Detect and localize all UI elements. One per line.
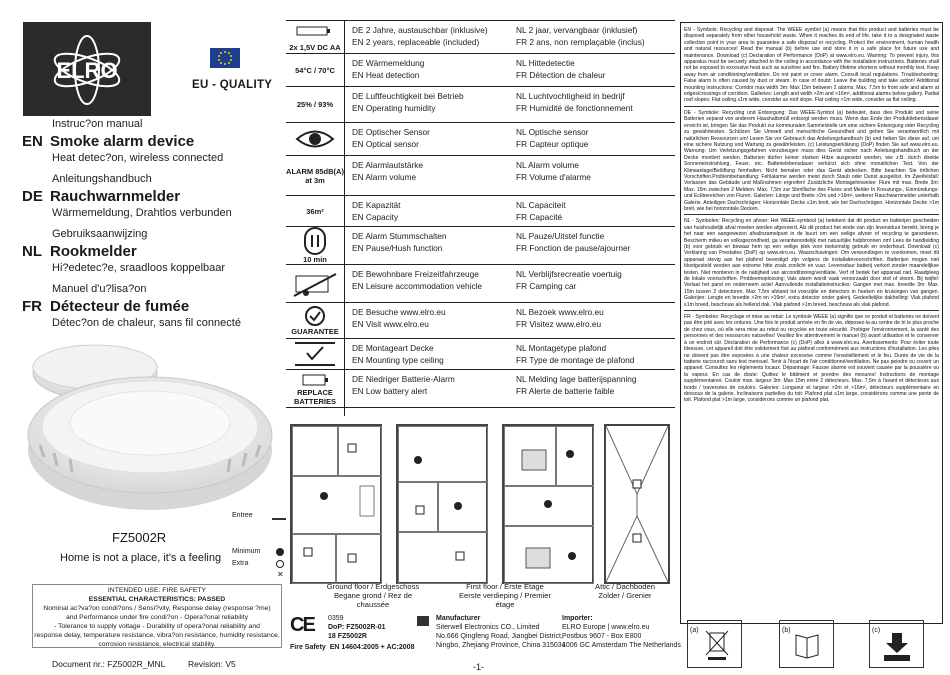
caravan-icon (286, 265, 344, 302)
title-en: EN Smoke alarm device (22, 133, 195, 150)
spec-fr: FR Alerte de batterie faible (516, 386, 615, 396)
spec-icon-label: REPLACE BATTERIES (294, 387, 336, 406)
sub-en: Heat detec?on, wireless connected (52, 152, 224, 164)
spec-fr: FR Fonction de pause/ajourner (516, 243, 631, 253)
plan-legend (232, 512, 292, 582)
legend-entree: Entree (232, 512, 253, 519)
spec-en: EN Low battery alert (352, 386, 428, 396)
intended-use-box (32, 584, 282, 648)
battery-icon (286, 21, 344, 53)
spec-de: DE Besuche www.elro.eu (352, 307, 446, 317)
spec-nl: NL Bezoek www.elro.eu (516, 307, 604, 317)
model-number: FZ5002R (112, 530, 167, 545)
spec-de-en (352, 230, 512, 254)
legend-minimum: Minimum (232, 548, 261, 555)
spec-en: EN Visit www.elro.eu (352, 319, 429, 329)
eu-flag-icon (210, 48, 240, 68)
pause-icon (286, 227, 344, 264)
spec-nl: NL Capaciteit (516, 200, 566, 210)
capacity-icon (286, 196, 344, 226)
spec-nl-fr (516, 306, 674, 330)
spec-nl-fr (516, 24, 674, 48)
sub-fr: Détec?on de chaleur, sans fil connecté (52, 317, 241, 329)
spec-de: DE Niedriger Batterie-Alarm (352, 374, 455, 384)
spec-en: EN Heat detection (352, 70, 420, 80)
spec-row (286, 339, 675, 370)
spec-de-en (352, 373, 512, 397)
guarantee-icon (286, 303, 344, 338)
logo-text: ELRO (56, 58, 118, 83)
spec-de-en (352, 126, 512, 150)
ground-floor-plan (290, 424, 382, 584)
spec-en: EN Leisure accommodation vehicle (352, 281, 483, 291)
ground-floor-plan-2 (396, 424, 488, 584)
caption-ground: Ground floor / Erdgeschoss Begane grond / Rez de chaussée (326, 582, 420, 609)
tagline: Home is not a place, it's a feeling (60, 552, 222, 564)
text-nl: NL - Symbolen: Recycling en afvoer: Het WEEE-symbool (a) betekent dat dit product en batterijen gescheiden van huishoudelijk afval moeten worden afgevoerd. Als dit product het einde van zijn levensduur bereikt, breng je het naar een aangewezen afvalinzamelpunt in de buurt om een veilige afvoer of recycling te garanderen. Bescherm milieu en volksgezondheid, ga verantwoordelijk met natuurlijke hulpbronnen om! Lees de handleiding (b) voor gebruik en bewaar hem op een veilige plek voor toekomstig gebruik en onderhoud. Download (c) Verklaring van Prestaties (DoP) op www.elro.eu. Waarschuwingen: Om verwondingen te voorkomen, moet dit apparaat stevig aan het plafond bevestigd zijn volgens de installatievoorschriften. Batterijen mogen niet blootgesteld worden aan extreme hitte zoals zonlicht en vuur. Levensduur batterij verkort zonder maandelijkse testen. Niet monteren in de nabijheid van airconditioning/ventilatie. Verf of bedek het apparaat niet. Raadpleeg de lokale voorschriften. Probleemoplossing: Vals alarm wordt vaak veroorzaakt door stof of stoom. Bij twijfel: Verlaat het pand en onderneem actie! Aanvullende installatieinstructies: Gangen met max. breedte 3m: Max. 15m tussen 2 detectoren. Max 7,5m afstand tot voorzijde en detectors in hoeken en kruisingen van gangen. Galerijen: Lengte en breedte >2m en >16m², extra detector onder galerij. Gedeeltelijke dakhelling: Vlak plafond ≤1m breed, beschouw als hellend dak. Vlak plafond >1m breed, beschouw als vlak plafond. (684, 218, 939, 308)
intended-line-5: - Tolerance to supply voltage - Durability of opera?onal reliability and (54, 623, 260, 630)
spec-row (286, 196, 675, 227)
spec-nl: NL Montagetype plafond (516, 343, 607, 353)
spec-row (286, 156, 675, 196)
spec-row (286, 87, 675, 123)
eu-quality-label: EU - QUALITY (192, 79, 273, 91)
spec-de: DE Alarm Stummschalten (352, 231, 447, 241)
manual-book-icon: (b) (779, 620, 834, 668)
spec-de-en (352, 57, 512, 81)
arrow-icon (272, 514, 286, 520)
fire-safety: Fire Safety EN 14604:2005 + AC:2008 (290, 644, 415, 651)
spec-en: EN Optical sensor (352, 139, 419, 149)
spec-en: EN Pause/Hush function (352, 243, 443, 253)
title-de: DE Rauchwarnmelder (22, 188, 181, 205)
text-de: DE - Symbole: Recycling und Entsorgung: Das WEEE-Symbol (a) bedeutet, dass dies Produkt und seine Batterien separat von anderem Haushaltsmüll entsorgt werden muss. Wenn das Ende der Produktlebensdauer erreicht ist, bringen Sie das Produkt zur kommunalen Sammelstelle um eine sichere Entsorgung oder Recycling zu gewährleisten. Schützen Sie Umwelt und menschliche Gesundheit und gehen Sie verantwortlich mit natürlichen Ressourcen um! Lesen Sie vor Gebrauch das Anleitungshandbuch (b) und heben Sie diese auf, um eine sichere Nutzung und Wartung zu gewährleisten. (c) Leistungserklärung (DoP) finden Sie auf www.elro.eu. Warnung: Um Verletzungsgefahren vorzubeugen muss dies Gerät sicher nach Anleitungshandbuch an der Decke montiert werden. Batterien dürfen keiner starken Hitze ausgesetzt werden, wie z.B. durch direkte Sonneneinstrahlung, Feuer, etc. Batterielebensdauer verkürzt sich ohne monatlichen Test. Von der Klimaanlage/Belüftung fernhalten. Nicht bemalen oder das Gerät abdecken. Bitte beachten Sie örtlichen Vorschriften.Problembehandlung: Fehlalarme werden meist durch Staub oder Dunst ausgelöst. Im Zweifelsfall: Verlassen das Gebäude und Maßnahmen ergreifen! Zusätzliche Montagehinweise: Flure mit max. Breite 3m: Max. 15m zwischen 2 Meldern. Max. 7,5m zur Stirnfläche des Flures und Melder In Kreuzungs-, Einmündungs- und Eckbereichen von Fluren. Galerien: Länge und Breite >2m und >16m², weiterer Rauchwarnmelder unterhalb Galerie. Anteiligen Dachschrägen: Horizontale Decke ≤1m breit, wie bei Dachschrägen. Horizontale Decke >1m breit, wie bei horizontale Decken. (684, 109, 939, 212)
page-number: -1- (473, 662, 484, 672)
minimum-dot-icon (276, 548, 284, 556)
intended-line-2: ESSENTIAL CHARACTERISTICS: PASSED (88, 596, 226, 603)
spec-nl-fr (516, 126, 674, 150)
spec-nl-fr (516, 373, 674, 397)
spec-row (286, 370, 675, 408)
download-icon: (c) (869, 620, 924, 668)
replace-battery-icon (286, 370, 344, 407)
spec-icon-label: GUARANTEE (291, 327, 339, 336)
spec-fr: FR Détection de chaleur (516, 70, 606, 80)
spec-fr: FR Type de montage de plafond (516, 355, 635, 365)
cross-icon: ✕ (277, 570, 284, 579)
spec-row (286, 54, 675, 87)
spec-icon-label: 10 min (303, 255, 327, 264)
spec-de-en (352, 342, 512, 366)
ce-info: 0359 DoP: FZ5002R-01 18 FZ5002R (328, 615, 386, 640)
text-fr: FR - Symboles: Recyclage et mise au rebut: Le symbole WEEE (a) signifie que ce produit et batteries ne doivent pas être jeté avec les ordures. Une fois le produit arrivée en fin de vie, déposez-la au centre de tri le plus proche de chez vous, où elle sera mise au rebut ou recyclée en toute sécurité. Protéger l'environnement, la santé des personnes et des ressources naturelles! Veuillez lire attentivement le manuel (b) avant utilisation et le conserver à un endroit sûr. Déclaration de Performance (c) (DoP) allez à www.elro.eu. Avertissements: Pour éviter toute blessure, cet appareil doit être solidement fixé au plafond conformément aux instructions d'installation. Les piles ne doivent pas être exposées à une chaleur excessive comme l'ensoleillement et le feu. Durée de vie de la batterie raccourcit sans test mensuel. Tenir à l'écart de l'air conditionné/ventilation. Ne pas peindre ou couvrir un appareil. Consultez les règlements locaux. Dépannage: Fausse alarme est souvent causée par la poussière ou la vapeur. En cas de doute: Quittez le bâtiment et prendre des mesures! Instructions de montage supplémentaires: Couloir max. largeur 3m: Max 15m entre 2 détecteurs. Max. 7,5m à l'avant et détecteurs aux bords / traversées de couloirs. Galeries: Longueur et largeur >2m et >16m², détecteurs supplémentaire en dessous de la galerie. Inclinaisons partielles du toit: Plafond plat ≤1m large, considérons comme une pente de toit. Plafond plat >1m large, considérons comme un plafond plat. (684, 314, 939, 404)
spec-de-en (352, 306, 512, 330)
spec-nl-fr (516, 159, 674, 183)
title-fr: FR Détecteur de fumée (22, 298, 190, 315)
elro-logo (23, 22, 151, 116)
spec-en: EN Operating humidity (352, 103, 436, 113)
ce-mark-icon: CE (290, 614, 314, 636)
spec-row (286, 227, 675, 265)
sub-nl: Hi?edetec?e, sraadloos koppelbaar (52, 262, 226, 274)
spec-de: DE Optischer Sensor (352, 127, 430, 137)
spec-icon-label: 54°C / 70°C (295, 65, 335, 75)
spec-de: DE Alarmlautstärke (352, 160, 424, 170)
spec-nl: NL Optische sensor (516, 127, 589, 137)
spec-icon-label: ALARM 85dB(A) at 3m (286, 166, 344, 185)
floor-plans (286, 420, 675, 603)
legend-extra: Extra (232, 560, 249, 567)
spec-de-en (352, 90, 512, 114)
spec-nl: NL Luchtvochtigheid in bedrijf (516, 91, 625, 101)
spec-row (286, 21, 675, 54)
spec-fr: FR 2 ans, non remplaçable (inclus) (516, 37, 645, 47)
spec-fr: FR Humidité de fonctionnement (516, 103, 633, 113)
spec-de: DE Kapazität (352, 200, 401, 210)
spec-de: DE 2 Jahre, austauschbar (inklusive) (352, 25, 488, 35)
spec-icon-label: 36m² (306, 206, 324, 216)
spec-de-en (352, 159, 512, 183)
spec-nl-fr (516, 342, 674, 366)
kicker-fr: Manuel d'u?lisa?on (52, 283, 147, 295)
spec-fr: FR Capacité (516, 212, 563, 222)
spec-nl-fr (516, 230, 674, 254)
spec-nl-fr (516, 268, 674, 292)
intended-line-4: and Performance under fire condi?on - Opera?onal reliability (65, 614, 249, 621)
kicker-nl: Gebruiksaanwijzing (52, 228, 148, 240)
spec-fr: FR Camping car (516, 281, 577, 291)
caption-first: First floor / Erste Etage Eerste verdieping / Premier étage (458, 582, 551, 609)
spec-table (286, 20, 675, 415)
spec-nl-fr (516, 90, 674, 114)
temperature-icon (286, 54, 344, 86)
spec-en: EN Alarm volume (352, 172, 417, 182)
sub-de: Wärmemeldung, Drahtlos verbunden (52, 207, 232, 219)
spec-de: DE Bewohnbare Freizeitfahrzeuge (352, 269, 479, 279)
kicker-de: Anleitungshandbuch (52, 173, 152, 185)
manufacturer-block: Manufacturer Siterwell Electronics CO., Limited No.666 Qingfeng Road, Jiangbei District, Ningbo, Zhejiang Province, China 315034 (436, 615, 566, 649)
spec-fr: FR Volume d'alarme (516, 172, 591, 182)
extra-circle-icon (276, 560, 284, 568)
spec-fr: FR Capteur optique (516, 139, 589, 149)
intended-line-1: INTENDED USE: FIRE SAFETY (107, 587, 207, 594)
spec-de-en (352, 199, 512, 223)
revision: Revision: V5 (188, 659, 236, 669)
intended-line-6: response delay, temperature resistance, vibra?on resistance, humidity resistance, (34, 632, 280, 639)
spec-row (286, 123, 675, 156)
spec-de-en (352, 24, 512, 48)
spec-icon-label: 2x 1,5V DC AA (289, 42, 341, 52)
spec-nl: NL Melding lage batterijspanning (516, 374, 637, 384)
spec-fr: FR Visitez www.elro.eu (516, 319, 602, 329)
spec-nl-fr (516, 57, 674, 81)
intended-line-3: Nominal ac?va?on condi?ons / Sensi?vity, Response delay (response ?me) (43, 605, 271, 612)
document-number: Document nr.: FZ5002R_MNL (52, 659, 166, 669)
spec-nl: NL Hittedetectie (516, 58, 575, 68)
spec-row (286, 265, 675, 303)
smoke-alarm-image (20, 335, 280, 535)
ceiling-icon (286, 339, 344, 369)
first-floor-plan (502, 424, 594, 584)
spec-en: EN Capacity (352, 212, 399, 222)
attic-plan (604, 424, 670, 584)
kicker-en: Instruc?on manual (52, 118, 143, 130)
spec-de: DE Montageart Decke (352, 343, 434, 353)
spec-nl-fr (516, 199, 674, 223)
factory-icon (417, 616, 429, 626)
spec-de-en (352, 268, 512, 292)
humidity-icon (286, 87, 344, 122)
spec-nl: NL 2 jaar, vervangbaar (inklusief) (516, 25, 638, 35)
importer-block: Importer: ELRO Europe | www.elro.eu Postbus 9607 - Box E800 1006 GC Amsterdam The Netherlands (562, 615, 681, 649)
caption-attic: Attic / Dachboden Zolder / Grenier (595, 582, 655, 600)
spec-en: EN 2 years, replaceable (included) (352, 37, 480, 47)
spec-de: DE Luftfeuchtigkeit bei Betrieb (352, 91, 464, 101)
symbols-text-panel (680, 22, 943, 624)
alarm-icon (286, 156, 344, 195)
spec-de: DE Wärmemeldung (352, 58, 425, 68)
spec-en: EN Mounting type ceiling (352, 355, 444, 365)
weee-bin-icon: (a) (687, 620, 742, 668)
spec-icon-label: 25% / 93% (296, 100, 334, 109)
spec-nl: NL Verblijfsrecreatie voertuig (516, 269, 622, 279)
spec-row (286, 303, 675, 339)
eye-icon (286, 123, 344, 155)
intended-line-7: corrosion resistance, electrical stability. (98, 641, 216, 648)
spec-nl: NL Alarm volume (516, 160, 579, 170)
spec-nl: NL Pauze/Uitstel functie (516, 231, 605, 241)
text-en: EN - Symbols: Recycling and disposal: The WEEE symbol (a) means that this product and batteries must be disposed separately from other household waste. When it reaches its end of life, take it to a designated waste collection point in your area to guarantee a safe disposal or recycling. Protect the environment, human health and natural resources! Read the manual (b) before use and store it in a safe place for future use and maintenance. Download (c) Declaration of Performance (DoP) at www.elro.eu. Warning: To prevent injury, this apparatus must be securely attached to the ceiling in accordance with the installation instructions. Batteries shall not be exposed to excessive heat such as sunshine and fire. Battery lifetime shortens without monthly test. Keep away from air conditioning/ventilation. Do not paint or cover alarm. Consult local regulations. Troubleshooting: False alarm is often caused by dust or steam. In case of doubt: Leave the building and take action! Additional mounting instructions: Corridor max width 3m: Max 15m between 2 alarms. Max. 7,5m to front side and alarm at edges/crossings of corridors. Galleries: Length and width >2m and >16m², additional alarms below gallery. Partial roof slopes: Flat ceiling ≤1m wide, consider as roof slope. Flat ceiling >1m wide, consider as flat ceiling. (684, 27, 940, 104)
title-nl: NL Rookmelder (22, 243, 137, 260)
